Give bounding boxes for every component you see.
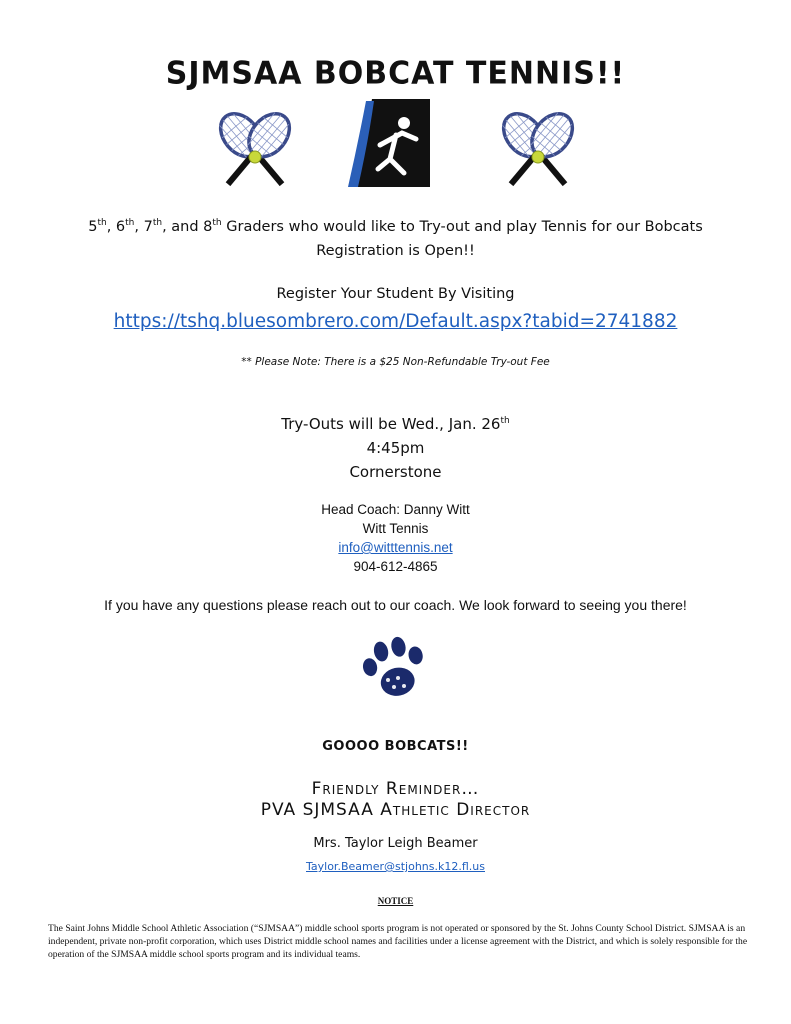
- tennis-rackets-icon: [488, 102, 588, 200]
- ordinal-suffix: th: [97, 218, 107, 229]
- questions-text: If you have any questions please reach out to our coach. We look forward to seeing you there!: [104, 597, 687, 613]
- grade-6: 6: [115, 219, 126, 235]
- coach-phone: 904-612-4865: [353, 559, 438, 574]
- reminder-block: [0, 779, 791, 821]
- page-title: SJMSAA BOBCAT TENNIS!!: [165, 55, 626, 92]
- reminder-line-2: PVA SJMSAA Athletic Director: [260, 800, 531, 820]
- fee-note: ** Please Note: There is a $25 Non-Refundable Try-out Fee: [241, 356, 550, 368]
- registration-open-text: Registration is Open!!: [316, 243, 475, 259]
- coach-email-link[interactable]: info@witttennis.net: [338, 540, 453, 555]
- grade-7: 7: [143, 219, 153, 235]
- grades-text: Graders who would like to Try-out and play Tennis for our Bobcats: [221, 219, 703, 235]
- reminder-line-1: Friendly Reminder…: [311, 779, 480, 799]
- tryout-date: [0, 412, 791, 436]
- register-label: Register Your Student By Visiting: [276, 286, 515, 302]
- grade-8: 8: [203, 219, 213, 235]
- director-email-link[interactable]: Taylor.Beamer@stjohns.k12.fl.us: [306, 860, 485, 873]
- tryout-location: Cornerstone: [349, 463, 442, 481]
- ordinal-suffix: th: [500, 416, 510, 426]
- head-coach: Head Coach: Danny Witt: [321, 502, 470, 517]
- separator: , and: [162, 219, 204, 235]
- cheer-text: GOOOO BOBCATS!!: [322, 739, 469, 754]
- coach-org: Witt Tennis: [362, 521, 429, 536]
- registration-link[interactable]: https://tshq.bluesombrero.com/Default.aspx?tabid=2741882: [113, 311, 678, 332]
- notice-title: NOTICE: [377, 896, 414, 906]
- grade-5: 5: [88, 219, 98, 235]
- ordinal-suffix: th: [212, 218, 222, 229]
- tryout-time: 4:45pm: [366, 439, 425, 457]
- tennis-rackets-icon: [205, 102, 305, 200]
- grades-intro: [0, 215, 791, 263]
- grades-line: [0, 215, 791, 239]
- coach-info: [0, 500, 791, 576]
- tryout-details: [0, 412, 791, 484]
- athlete-logo-icon: [344, 93, 434, 189]
- director-name: Mrs. Taylor Leigh Beamer: [313, 836, 478, 851]
- separator: ,: [106, 219, 116, 235]
- paw-print-icon: [358, 632, 432, 706]
- separator: ,: [134, 219, 144, 235]
- ordinal-suffix: th: [125, 218, 135, 229]
- notice-body: The Saint Johns Middle School Athletic Association (“SJMSAA”) middle school sports program is not operated or sponsored by the St. Johns County School District. SJMSAA is an independent, private non-profit corporation, which uses District middle school names and facilities under a license agreement with the District, and which is solely responsible for the operation of the SJMSAA middle school sports program and its individual teams.: [48, 923, 748, 960]
- ordinal-suffix: th: [152, 218, 163, 229]
- tryout-date-text: Try-Outs will be Wed., Jan. 26: [281, 415, 501, 433]
